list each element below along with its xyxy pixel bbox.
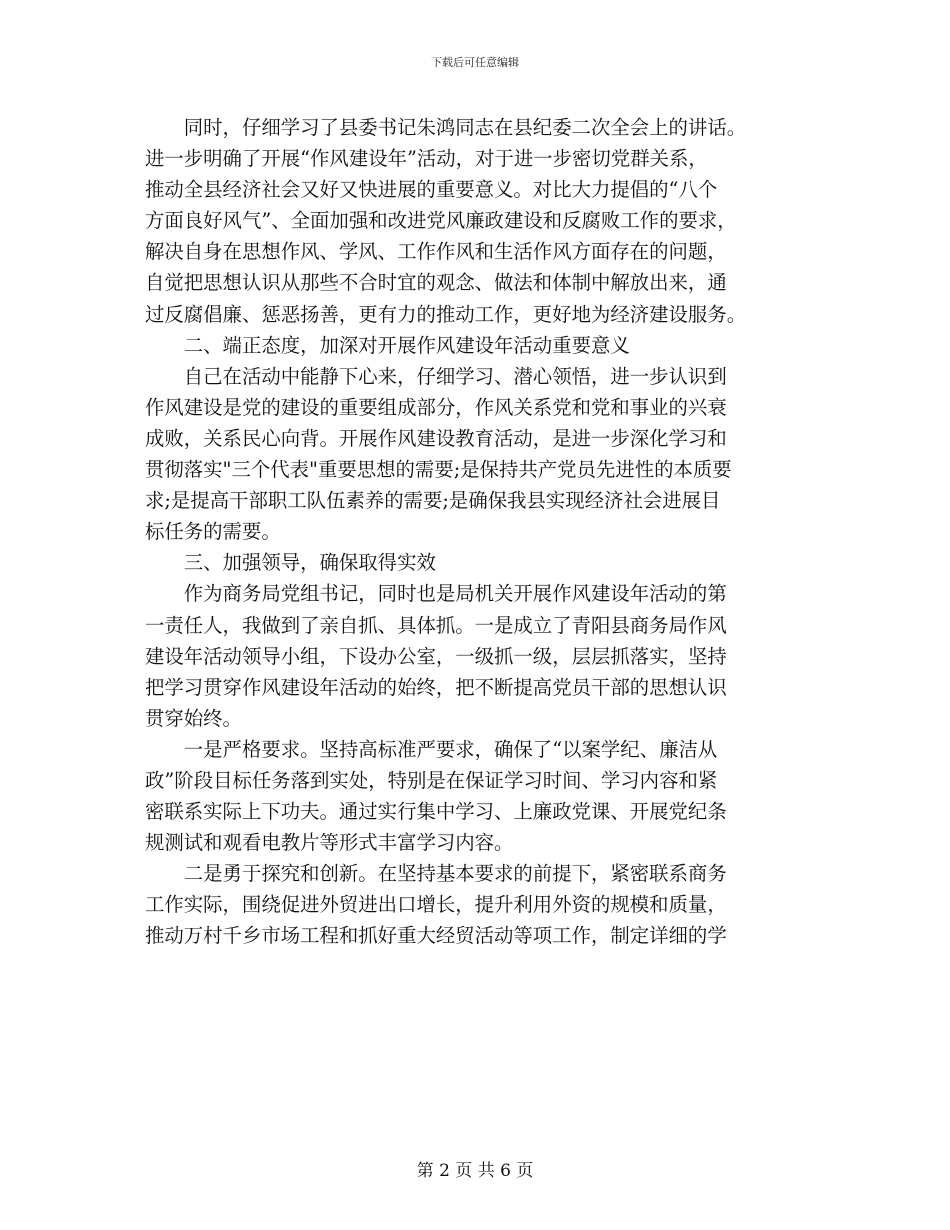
text-line: 二是勇于探究和创新。在坚持基本要求的前提下，紧密联系商务: [145, 862, 727, 886]
section-heading: 三、加强领导，确保取得实效: [145, 551, 436, 575]
text-line: 标任务的需要。: [145, 520, 281, 544]
page-number: 第 2 页 共 6 页: [416, 1161, 534, 1181]
text-line: 建设年活动领导小组，下设办公室，一级抓一级，层层抓落实，坚持: [145, 644, 727, 668]
text-line: 进一步明确了开展“作风建设年”活动，对于进一步密切党群关系，: [145, 147, 708, 171]
text-line: 自己在活动中能静下心来，仔细学习、潜心领悟，进一步认识到: [145, 364, 727, 388]
text-line: 求;是提高干部职工队伍素养的需要;是确保我县实现经济社会进展目: [145, 489, 721, 513]
text-line: 作风建设是党的建设的重要组成部分，作风关系党和党和事业的兴衰: [145, 395, 727, 419]
text-line: 同时，仔细学习了县委书记朱鸿同志在县纪委二次全会上的讲话。: [145, 116, 747, 139]
text-line: 密联系实际上下功夫。通过实行集中学习、上廉政党课、开展党纪条: [145, 800, 727, 824]
text-line: 一责任人，我做到了亲自抓、具体抓。一是成立了青阳县商务局作风: [145, 613, 727, 637]
text-line: 把学习贯穿作风建设年活动的始终，把不断提高党员干部的思想认识: [145, 675, 727, 699]
text-line: 一是严格要求。坚持高标准严要求，确保了“以案学纪、廉洁从: [145, 737, 718, 761]
text-line: 方面良好风气”、全面加强和改进党风廉政建设和反腐败工作的要求，: [145, 209, 737, 233]
text-line: 贯穿始终。: [145, 706, 242, 730]
text-line: 解决自身在思想作风、学风、工作作风和生活作风方面存在的问题，: [145, 240, 727, 264]
text-line: 工作实际，围绕促进外贸进出口增长，提升利用外资的规模和质量，: [145, 893, 727, 917]
text-line: 过反腐倡廉、惩恶扬善，更有力的推动工作，更好地为经济建设服务。: [145, 302, 747, 326]
text-line: 自觉把思想认识从那些不合时宜的观念、做法和体制中解放出来，通: [145, 271, 727, 295]
text-line: 政”阶段目标任务落到实处，特别是在保证学习时间、学习内容和紧: [145, 768, 718, 792]
text-line: 作为商务局党组书记，同时也是局机关开展作风建设年活动的第: [145, 582, 727, 606]
text-line: 贯彻落实"三个代表"重要思想的需要;是保持共产党员先进性的本质要: [145, 458, 732, 482]
page-header: 下载后可任意编辑: [431, 56, 519, 69]
text-line: 成败，关系民心向背。开展作风建设教育活动，是进一步深化学习和: [145, 426, 727, 450]
text-line: 规测试和观看电教片等形式丰富学习内容。: [145, 831, 514, 855]
text-line: 推动万村千乡市场工程和抓好重大经贸活动等项工作，制定详细的学: [145, 924, 727, 948]
text-line: 推动全县经济社会又好又快进展的重要意义。对比大力提倡的“八个: [145, 178, 718, 202]
section-heading: 二、端正态度，加深对开展作风建设年活动重要意义: [145, 333, 630, 357]
document-body: [145, 112, 805, 952]
